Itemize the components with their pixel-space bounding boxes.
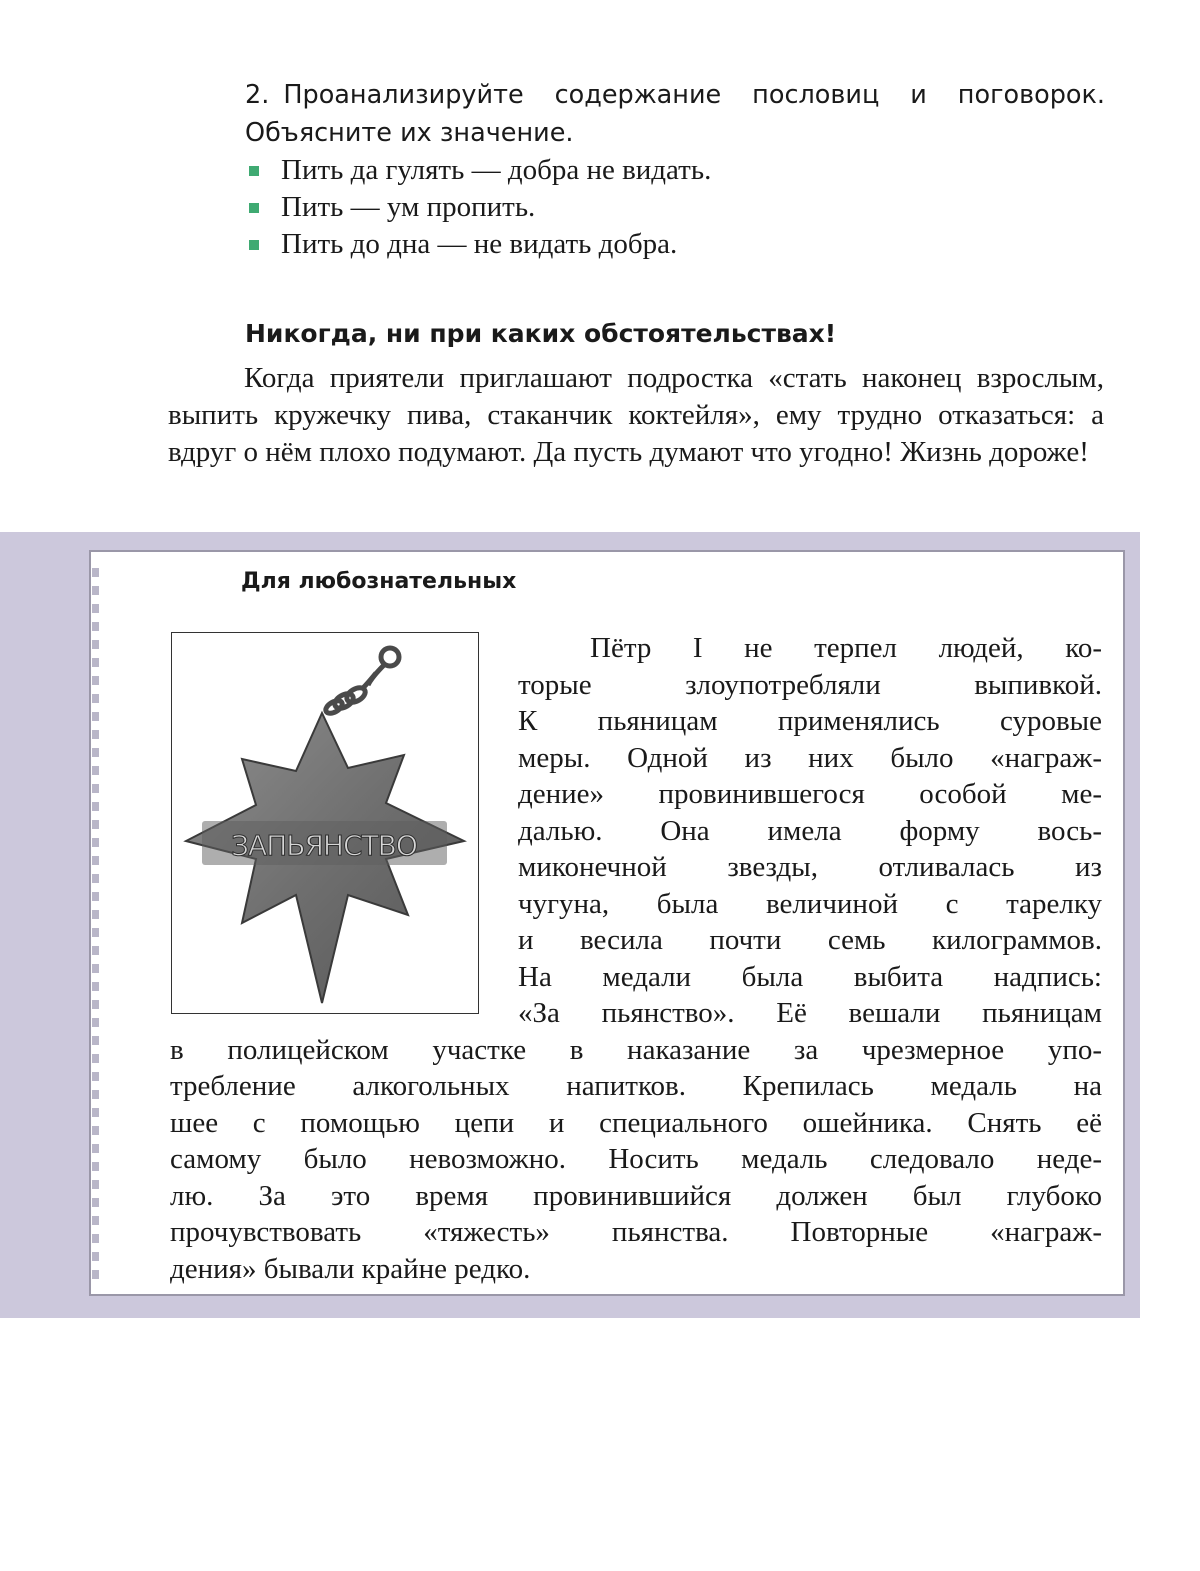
section-paragraph: Когда приятели приглашают подростка «стать наконец взрослым, выпить кружечку пива, стаканчик коктейля», ему трудно отказаться: а вдруг о нём плохо подумают. Да пусть думают что угодно! Жизнь дороже! [168, 362, 1104, 468]
text-line: прочувствовать «тяжесть» пьянства. Повторные «награж- [170, 1216, 1102, 1248]
square-bullet-icon [249, 203, 259, 213]
medal-image [171, 632, 479, 1014]
text-line: Пётр I не терпел людей, ко- [590, 632, 1102, 664]
text-line: На медали была выбита надпись: [518, 961, 1102, 993]
text-line: в полицейском участке в наказание за чрезмерное упо- [170, 1034, 1102, 1066]
text-line: меры. Одной из них было «награж- [518, 742, 1102, 774]
text-line: дения» бывали крайне редко. [170, 1253, 531, 1285]
list-item [245, 152, 1105, 189]
text-line: торые злоупотребляли выпивкой. [518, 669, 1102, 701]
text-line: «За пьянство». Её вешали пьяницам [518, 997, 1102, 1029]
list-item [245, 189, 1105, 226]
square-bullet-icon [249, 240, 259, 250]
text-line: миконечной звезды, отливалась из [518, 851, 1102, 883]
chain-icon [324, 648, 399, 716]
list-item [245, 226, 1105, 263]
eight-pointed-star-medal-icon [172, 633, 477, 1012]
proverb-text: Пить до дна — не видать добра. [281, 228, 678, 260]
sidebar-title: Для любознательных [241, 569, 517, 594]
text-line: шее с помощью цепи и специального ошейника. Снять её [170, 1107, 1102, 1139]
proverb-text: Пить — ум пропить. [281, 191, 536, 223]
text-line: самому было невозможно. Носить медаль следовало неде- [170, 1143, 1102, 1175]
text-line: чугуна, была величиной с тарелку [518, 888, 1102, 920]
medal-inscription: ЗАПЬЯНСТВО [231, 829, 417, 862]
task-number: 2. [245, 80, 270, 110]
square-bullet-icon [249, 166, 259, 176]
text-line: далью. Она имела форму вось- [518, 815, 1102, 847]
task-prompt-text: Проанализируйте содержание пословиц и поговорок. Объясните их значение. [245, 80, 1105, 148]
section-title: Никогда, ни при каких обстоятельствах! [245, 319, 837, 348]
notebook-spiral [92, 568, 99, 1288]
text-line: и весила почти семь килограммов. [518, 924, 1102, 956]
proverb-list [245, 152, 1105, 263]
text-line: требление алкогольных напитков. Крепилась медаль на [170, 1070, 1102, 1102]
task-prompt [245, 76, 1105, 152]
text-line: дение» провинившегося особой ме- [518, 778, 1102, 810]
text-line: К пьяницам применялись суровые [518, 705, 1102, 737]
proverb-text: Пить да гулять — добра не видать. [281, 154, 712, 186]
task-block [245, 76, 1105, 263]
text-line: лю. За это время провинившийся должен был глубоко [170, 1180, 1102, 1212]
